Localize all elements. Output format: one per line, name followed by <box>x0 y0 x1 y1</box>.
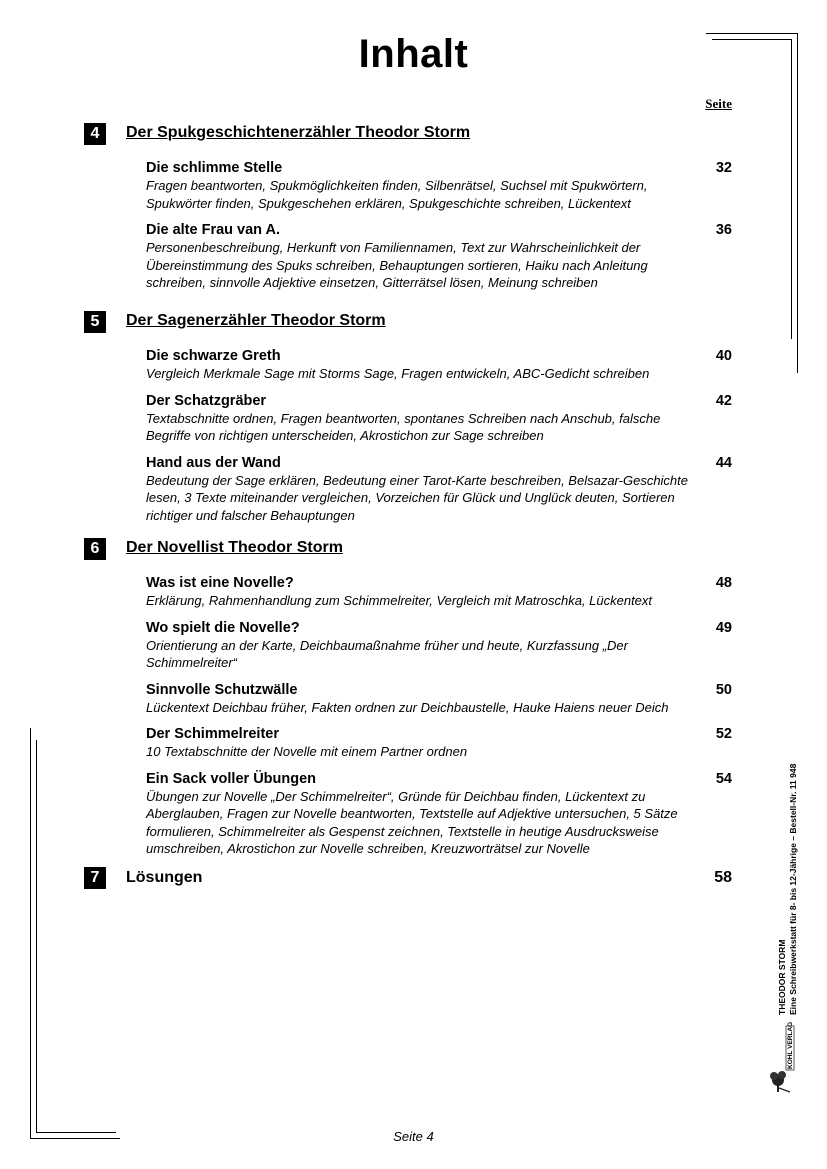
frame-right-inner <box>791 39 792 339</box>
toc-entry[interactable] <box>146 347 734 383</box>
entry-list <box>146 574 734 858</box>
section-number: 4 <box>84 123 106 145</box>
section-4 <box>84 123 734 301</box>
entry-list <box>146 159 734 292</box>
entry-title: Ein Sack voller Übungen <box>146 770 317 787</box>
seite-column-label: Seite <box>705 96 732 111</box>
logo-text: KOHL VERLAG <box>787 1021 794 1069</box>
entry-desc: Vergleich Merkmale Sage mit Storms Sage, Fragen entwickeln, ABC-Gedicht schreiben <box>146 366 650 381</box>
entry-page: 48 <box>715 575 732 591</box>
entry-page: 36 <box>715 222 732 238</box>
sidebar-line-2: Eine Schreibwerkstatt für 8- bis 12-Jährige – Bestell-Nr. 11 948 <box>788 763 798 1015</box>
entry-page: 49 <box>715 619 732 636</box>
section-7-loesungen[interactable] <box>84 867 734 891</box>
entry-desc: Bedeutung der Sage erklären, Bedeutung einer Tarot-Karte beschreiben, Belsazar-Geschichte lesen, 3 Texte miteinander vergleichen, Vorzeichen für Glück und Unglück deuten, Sortieren richtiger und falscher Behauptungen <box>146 472 689 523</box>
frame-right-outer <box>797 33 798 373</box>
entry-desc: Erklärung, Rahmenhandlung zum Schimmelreiter, Vergleich mit Matroschka, Lückentext <box>146 593 653 608</box>
section-number: 6 <box>84 538 106 560</box>
entry-page: 32 <box>715 160 732 176</box>
section-head <box>84 867 734 891</box>
entry-page: 58 <box>714 869 732 886</box>
toc-entry[interactable] <box>146 725 734 761</box>
entry-title: Sinnvolle Schutzwälle <box>146 681 298 698</box>
entry-title: Hand aus der Wand <box>146 454 281 471</box>
frame-left-outer <box>30 728 31 1139</box>
section-6 <box>84 538 734 867</box>
sidebar-line-1: THEODOR STORM <box>777 939 787 1015</box>
toc-entry[interactable] <box>146 454 734 525</box>
toc-entry[interactable] <box>146 221 734 292</box>
entry-title: Der Schatzgräber <box>146 392 267 409</box>
section-title: Der Spukgeschichtenerzähler Theodor Storm <box>126 124 471 141</box>
toc-entry[interactable] <box>146 681 734 717</box>
toc-entry[interactable] <box>146 574 734 610</box>
entry-page: 40 <box>715 348 732 364</box>
frame-left-inner <box>36 740 37 1133</box>
entry-desc: Orientierung an der Karte, Deichbaumaßnahme früher und heute, Kurzfassung „Der Schimmelreiter“ <box>146 637 628 670</box>
entry-page: 50 <box>715 681 732 698</box>
section-title: Der Novellist Theodor Storm <box>126 539 343 556</box>
toc-entry[interactable] <box>146 770 734 858</box>
entry-page: 42 <box>715 392 732 409</box>
toc-entry[interactable] <box>146 159 734 212</box>
section-head <box>84 123 734 147</box>
entry-desc: Textabschnitte ordnen, Fragen beantworten, spontanes Schreiben nach Anschub, falsche Begriffe von richtigen unterscheiden, Akrostichon zur Sage schreiben <box>146 410 661 443</box>
entry-desc: Übungen zur Novelle „Der Schimmelreiter“, Gründe für Deichbau finden, Lückentext zu Aberglauben, Fragen zur Novelle beantworten, Textstelle auf Adjektive untersuchen, 5 Sätze formulieren, Schimmelreiter als Gespenst zeichnen, Textstelle in heutige Ausdrucksweise umschreiben, Akrostichon zur Novelle schreiben, Kreuzworträtsel zur Novelle <box>146 788 678 856</box>
publisher-logo <box>768 1022 796 1094</box>
entry-list <box>146 347 734 524</box>
entry-title: Die alte Frau van A. <box>146 222 281 238</box>
toc-entry[interactable] <box>146 392 734 445</box>
entry-page: 44 <box>715 454 732 471</box>
entry-title: Der Schimmelreiter <box>146 726 279 742</box>
entry-desc: Lückentext Deichbau früher, Fakten ordnen zur Deichbaustelle, Hauke Haiens neuer Deich <box>146 699 669 715</box>
entry-desc: Personenbeschreibung, Herkunft von Familiennamen, Text zur Wahrscheinlichkeit der Übereinstimmung des Spuks schreiben, Behauptungen sortieren, Haiku nach Anleitung schreiben, sinnvolle Adjektive einsetzen, Gitterrätsel lösen, Meinung schreiben <box>146 240 648 290</box>
section-title: Der Sagenerzähler Theodor Storm <box>126 312 386 329</box>
section-head <box>84 538 734 562</box>
sidebar-imprint <box>777 715 807 1015</box>
page-title: Inhalt <box>358 32 469 76</box>
section-title: Lösungen <box>126 869 203 886</box>
page-footer: Seite 4 <box>393 1129 434 1144</box>
section-number: 7 <box>84 867 106 889</box>
section-head <box>84 311 734 335</box>
entry-desc: Fragen beantworten, Spukmöglichkeiten finden, Silbenrätsel, Suchsel mit Spukwörtern, Spukwörter finden, Spukgeschehen erklären, Spukgeschichte schreiben, Lückentext <box>146 178 648 211</box>
entry-title: Wo spielt die Novelle? <box>146 619 300 636</box>
entry-desc: 10 Textabschnitte der Novelle mit einem Partner ordnen <box>146 744 468 759</box>
entry-title: Die schlimme Stelle <box>146 160 283 176</box>
entry-title: Die schwarze Greth <box>146 348 281 364</box>
toc-entry[interactable] <box>146 619 734 672</box>
entry-title: Was ist eine Novelle? <box>146 575 294 591</box>
entry-page: 52 <box>715 726 732 742</box>
section-5 <box>84 311 734 533</box>
entry-page: 54 <box>715 770 732 787</box>
section-number: 5 <box>84 311 106 333</box>
